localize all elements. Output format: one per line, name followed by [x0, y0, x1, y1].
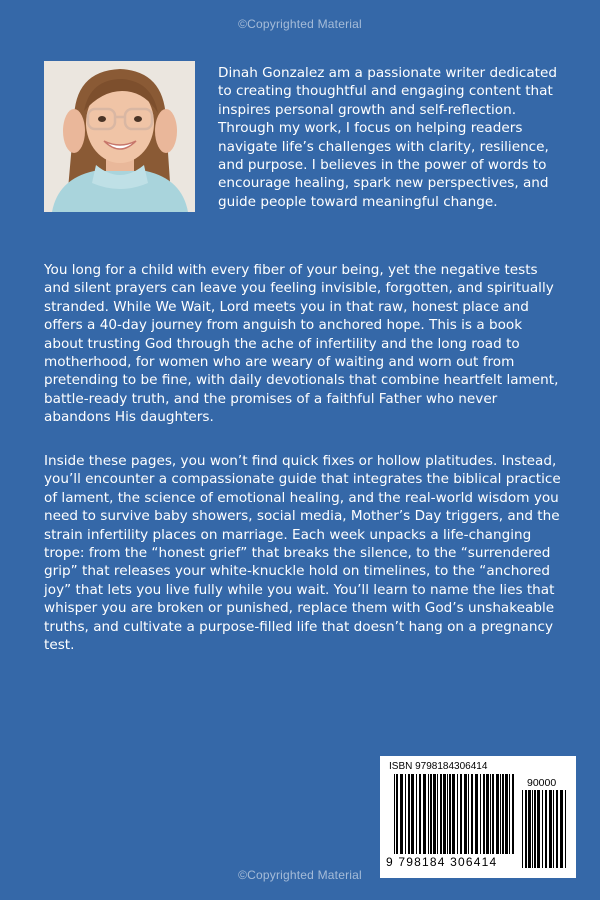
isbn-label: ISBN 9798184306414 — [389, 761, 488, 772]
isbn-barcode — [380, 756, 576, 878]
book-description-paragraph-2: Inside these pages, you won’t find quick fixes or hollow platitudes. Instead, you’ll encounter a compassionate guide that integrates the biblical practice of lament, the science of emotional healing, and the real-world wisdom you need to survive baby showers, social media, Mother’s Day triggers, and the strain infertility places on marriage. Each week unpacks a life-changing trope: from the “honest grief” that breaks the silence, to the “surrendered grip” that releases your white-knuckle hold on timelines, to the “anchored joy” that lets you live fully while you wait. You’ll learn to name the lies that whisper you are broken or punished, replace them with God’s unshakeable truths, and cultivate a purpose-filled life that doesn’t hang on a pregnancy test. — [44, 453, 561, 654]
price-addon-code: 90000 — [527, 777, 557, 789]
author-bio: Dinah Gonzalez am a passionate writer dedicated to creating thoughtful and engaging content that inspires personal growth and self-reflection. Through my work, I focus on helping readers navigate life’s challenges with clarity, resilience, and purpose. I believes in the power of words to encourage healing, spark new perspectives, and guide people toward meaningful change. — [218, 65, 557, 210]
author-portrait-image — [44, 61, 195, 212]
author-photo — [44, 61, 195, 212]
copyright-watermark-bottom: ©Copyrighted Material — [238, 868, 362, 882]
barcode-digits: 9 798184 306414 — [386, 855, 498, 869]
copyright-watermark-top: ©Copyrighted Material — [238, 17, 362, 31]
book-description-paragraph-1: You long for a child with every fiber of your being, yet the negative tests and silent prayers can leave you feeling invisible, forgotten, and spiritually stranded. While We Wait, Lord meets you in that raw, honest place and offers a 40-day journey from anguish to anchored hope. This is a book about trusting God through the ache of infertility and the long road to motherhood, for women who are weary of waiting and worn out from pretending to be fine, with daily devotionals that combine heartfelt lament, battle-ready truth, and the promises of a faithful Father who never abandons His daughters. — [44, 262, 559, 426]
